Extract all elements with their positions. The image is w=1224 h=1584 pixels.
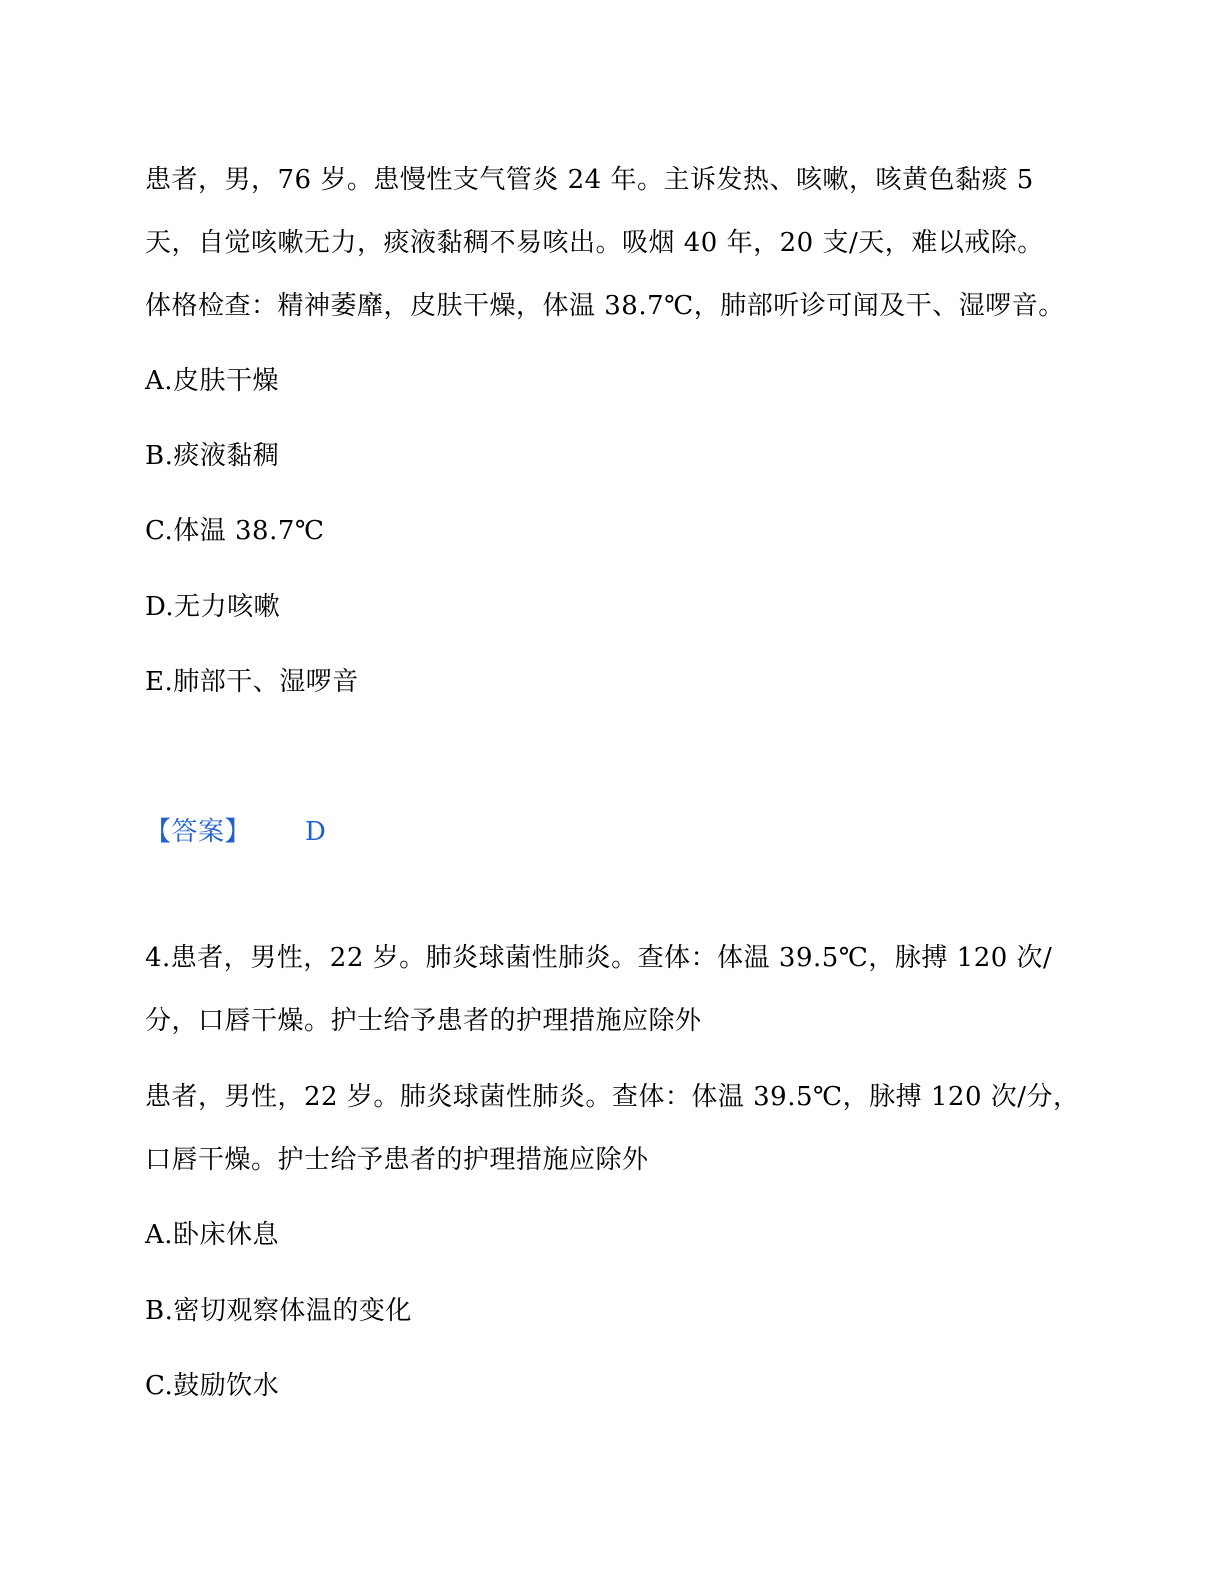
answer-label: 【答案】 bbox=[145, 817, 252, 847]
q3-option-c: C.体温 38.7℃ bbox=[145, 516, 325, 546]
q4-option-a: A.卧床休息 bbox=[145, 1220, 280, 1250]
q4-question-line-1: 4.患者，男性，22 岁。肺炎球菌性肺炎。查体：体温 39.5℃，脉搏 120 次/ bbox=[145, 943, 1053, 973]
q4-stem-line-2: 口唇干燥。护士给予患者的护理措施应除外 bbox=[145, 1145, 649, 1175]
q3-option-d: D.无力咳嗽 bbox=[145, 592, 281, 622]
answer-row bbox=[145, 815, 326, 849]
q3-option-b: B.痰液黏稠 bbox=[145, 441, 280, 471]
answer-value: D bbox=[305, 817, 327, 847]
q3-option-e: E.肺部干、湿啰音 bbox=[145, 667, 359, 697]
q3-option-a: A.皮肤干燥 bbox=[145, 366, 280, 396]
q3-stem-line-1: 患者，男，76 岁。患慢性支气管炎 24 年。主诉发热、咳嗽，咳黄色黏痰 5 bbox=[145, 165, 1034, 195]
q3-stem-line-3: 体格检查：精神萎靡，皮肤干燥，体温 38.7℃，肺部听诊可闻及干、湿啰音。 bbox=[145, 291, 1065, 321]
q4-stem-line-1: 患者，男性，22 岁。肺炎球菌性肺炎。查体：体温 39.5℃，脉搏 120 次/分， bbox=[145, 1082, 1080, 1112]
q4-option-c: C.鼓励饮水 bbox=[145, 1371, 280, 1401]
q3-stem-line-2: 天，自觉咳嗽无力，痰液黏稠不易咳出。吸烟 40 年，20 支/天，难以戒除。 bbox=[145, 228, 1044, 258]
q4-question-line-2: 分，口唇干燥。护士给予患者的护理措施应除外 bbox=[145, 1006, 702, 1036]
q4-option-b: B.密切观察体温的变化 bbox=[145, 1296, 412, 1326]
